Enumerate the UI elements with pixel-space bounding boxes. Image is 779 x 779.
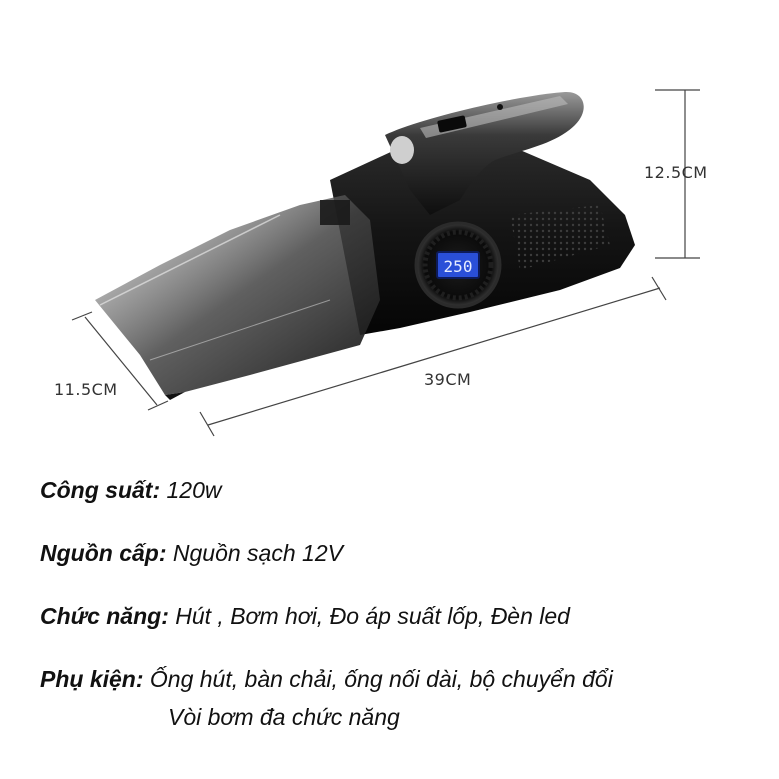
spec-accessories-label: Phụ kiện: xyxy=(40,666,144,692)
spec-accessories-line2: Vòi bơm đa chức năng xyxy=(168,704,400,730)
spec-accessories-value: Ống hút, bàn chải, ống nối dài, bộ chuyển đổi xyxy=(143,666,613,692)
led-lamp xyxy=(390,136,414,164)
width-label: 11.5CM xyxy=(54,380,118,399)
handle-button xyxy=(497,104,503,110)
spec-power xyxy=(40,477,221,504)
spec-functions xyxy=(40,603,570,630)
spec-functions-value: Hút , Bơm hơi, Đo áp suất lốp, Đèn led xyxy=(168,603,570,629)
length-label: 39CM xyxy=(424,370,472,389)
dust-container-nozzle xyxy=(95,195,380,400)
spec-source-label: Nguồn cấp: xyxy=(40,540,167,566)
spec-accessories xyxy=(40,666,613,693)
spec-power-value: 120w xyxy=(160,477,222,503)
spec-source-value: Nguồn sạch 12V xyxy=(166,540,343,566)
spec-functions-label: Chức năng: xyxy=(40,603,169,629)
lcd-reading: 250 xyxy=(443,257,473,276)
spec-power-label: Công suất: xyxy=(40,477,161,503)
height-label: 12.5CM xyxy=(644,163,708,182)
spec-source xyxy=(40,540,343,567)
